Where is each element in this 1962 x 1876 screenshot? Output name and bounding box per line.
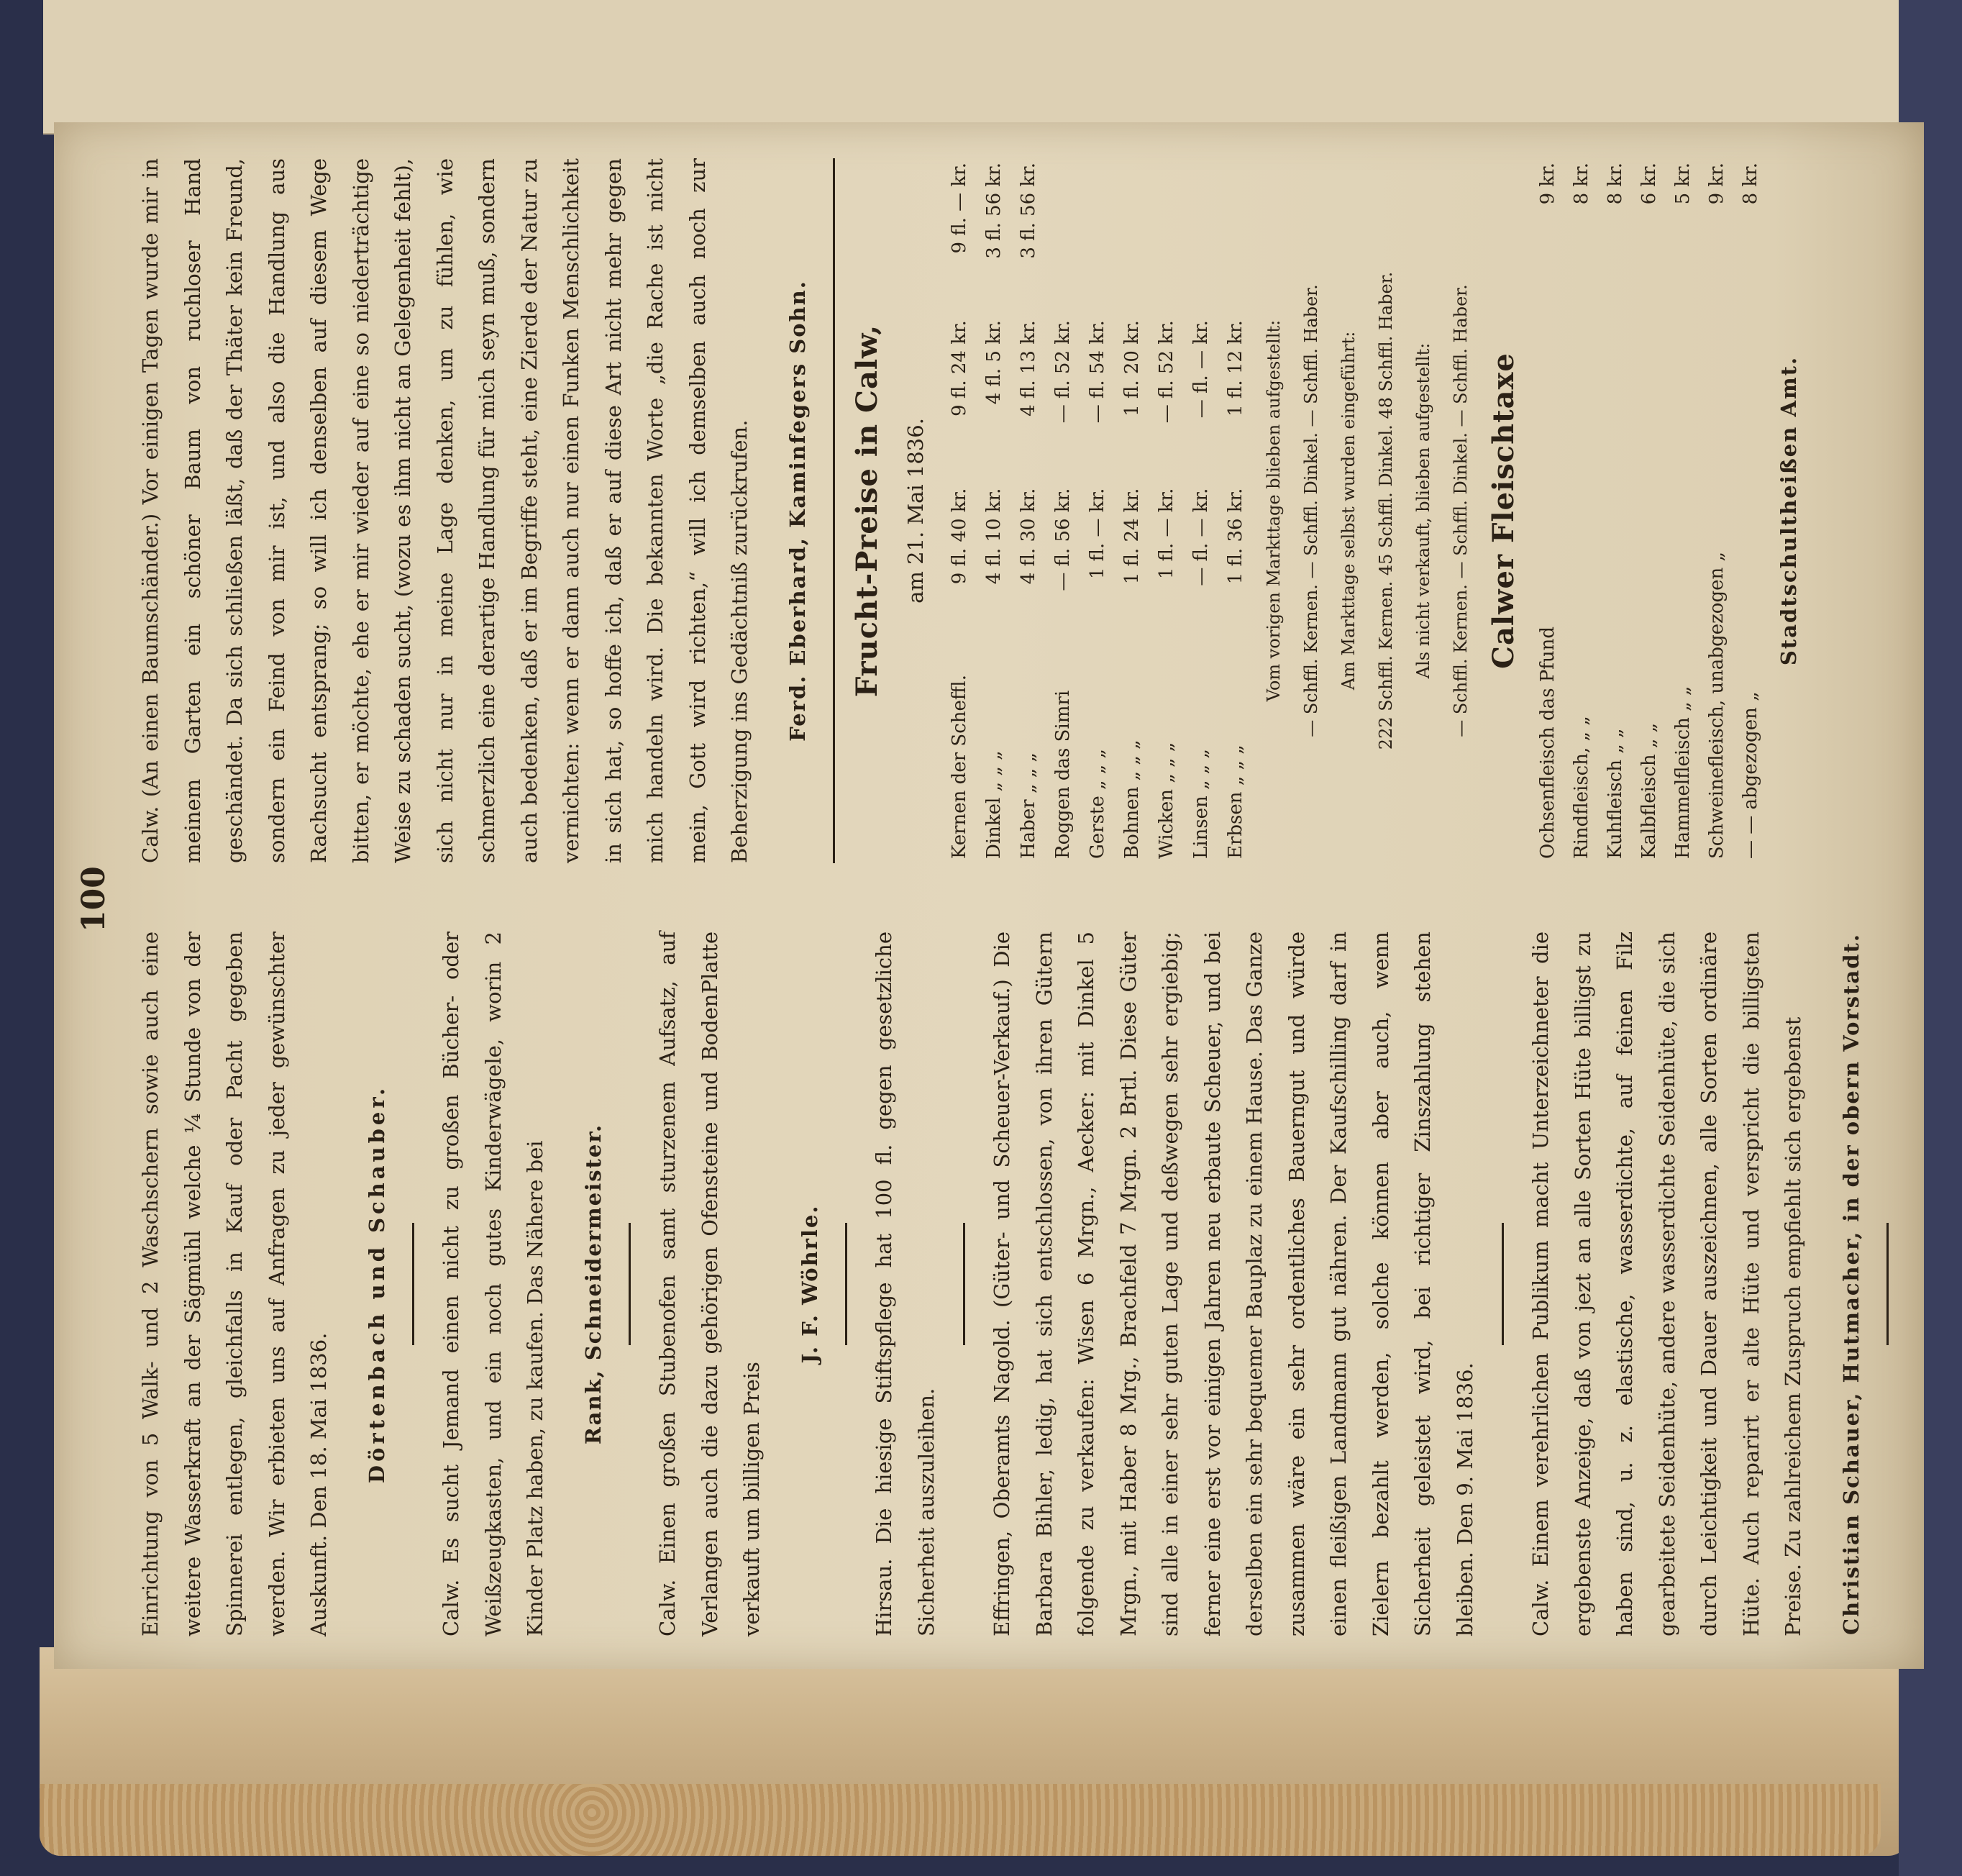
price-value: 9 fl. 40 kr. (949, 488, 970, 585)
meat-row (1599, 158, 1633, 863)
price-value: — fl. 52 kr. (1156, 320, 1177, 424)
price-row (942, 158, 977, 863)
price-value: 3 fl. 56 kr. (983, 163, 1005, 259)
meat-row (1700, 158, 1734, 863)
divider (412, 1223, 414, 1345)
signature-rank: Rank, Schneidermeister. (580, 1123, 606, 1445)
price-label: Roggen das Simri (1052, 690, 1074, 859)
price-value: — fl. 54 kr. (1087, 320, 1108, 424)
meat-row (1633, 158, 1666, 863)
meat-value: 8 kr. (1570, 163, 1592, 205)
meat-row (1531, 158, 1565, 863)
price-row (1046, 158, 1080, 863)
prices-note: 222 Schffl. Kernen. 45 Schffl. Dinkel. 48 Schffl. Haber. (1376, 271, 1396, 750)
price-label: Gerste „ „ „ (1087, 749, 1108, 859)
price-value (1115, 158, 1149, 316)
meat-row (1666, 158, 1700, 863)
left-column (129, 932, 1904, 1636)
price-label: Erbsen „ „ „ (1225, 745, 1246, 859)
notice-effringen: Effringen, Oberamts Nagold. (Güter- und Scheuer-Verkauf.) Die Barbara Bihler, ledig, hat sich entschlossen, von ihren Gütern folgende zu verkaufen: Wisen 6 Mrgn., Aecker: mit Dinkel 5 Mrgn., mit Haber 8 Mrg., Brachfeld 7 Mrgn. 2 Brtl. Diese Güter sind alle in einer sehr guten Lage und deßwegen sehr ergiebig; ferner eine erst vor einigen Jahren neu erbaute Scheuer, und bei derselben ein sehr bequemer Bauplaz zu einem Hause. Das Ganze zusammen wäre ein sehr ordentliches Bauerngut und würde einen fleißigen Landmann gut nähren. Der Kaufschilling darf in Zielern bezahlt werden, solche können aber auch, wenn Sicherheit geleistet wird, bei richtiger Zinszahlung stehen bleiben. Den 9. Mai 1836. (990, 932, 1477, 1636)
price-value: 1 fl. — kr. (1087, 488, 1108, 580)
prices-note: Als nicht verkauft, blieben aufgestellt: (1413, 342, 1433, 679)
price-value: — fl. 56 kr. (1052, 488, 1074, 591)
meat-value: 9 kr. (1536, 163, 1559, 205)
price-value: 9 fl. — kr. (949, 163, 970, 254)
divider (1886, 1223, 1889, 1345)
price-value: 1 fl. 20 kr. (1121, 320, 1143, 416)
meat-title: Calwer Fleischtaxe (1487, 352, 1520, 669)
newspaper-page (54, 122, 1924, 1669)
price-value (1184, 158, 1218, 316)
divider (845, 1223, 847, 1345)
divider (963, 1223, 965, 1345)
meat-price-table (1531, 158, 1768, 863)
price-value: 1 fl. 12 kr. (1225, 320, 1246, 416)
price-value (1149, 158, 1184, 316)
price-row (1184, 158, 1218, 863)
meat-row (1565, 158, 1599, 863)
price-row (1080, 158, 1115, 863)
price-row (1011, 158, 1046, 863)
notice-stubenofen: Calw. Einen großen Stubenofen samt sturzenem Aufsatz, auf Verlangen auch die dazu gehörigen Ofensteine und BodenPlatte verkauft um billigen Preis (655, 932, 764, 1636)
signature-eberhard: Ferd. Eberhard, Kaminfegers Sohn. (785, 280, 810, 742)
previous-page-edge (43, 0, 1927, 135)
meat-row (1734, 158, 1768, 863)
divider (833, 158, 835, 863)
meat-label: Schweinefleisch, unabgezogen „ (1705, 552, 1728, 859)
meat-label: Kuhfleisch „ „ (1604, 728, 1626, 859)
notice-baumschaender: Calw. (An einen Baumschänder.) Vor einigen Tagen wurde mir in meinem Garten ein schöner Baum von ruchloser Hand geschändet. Da sich schließen läßt, daß der Thäter kein Freund, sondern ein Feind von mir ist, und also die Handlung aus Rachsucht entsprang; so will ich denselben auf diesem Wege bitten, er möchte, ehe er mir wieder auf eine so niederträchtige Weise zu schaden sucht, (wozu es ihm nicht an Gelegenheit fehlt), sich nicht nur in meine Lage denken, um zu fühlen, wie schmerzlich eine derartige Handlung für mich seyn muß, sondern auch bedenken, daß er im Begriffe steht, eine Zierde der Natur zu vernichten: wenn er dann auch nur einen Funken Menschlichkeit in sich hat, so hoffe ich, daß er auf diese Art nicht mehr gegen mich handeln wird. Die bekannten Worte „die Rache ist nicht mein, Gott wird richten,“ will ich demselben auch noch zur Beherzigung ins Gedächtniß zurückrufen. (138, 158, 752, 863)
price-label: Kernen der Scheffl. (949, 675, 970, 859)
price-label: Wicken „ „ „ (1156, 742, 1177, 859)
price-value: — fl. — kr. (1190, 320, 1212, 419)
right-column (129, 158, 1824, 863)
meat-label: Kalbfleisch „ „ (1638, 722, 1660, 859)
marbled-edge (40, 1784, 1881, 1856)
price-row (977, 158, 1011, 863)
price-value: 4 fl. 10 kr. (983, 488, 1005, 585)
meat-value: 8 kr. (1604, 163, 1626, 205)
prices-note: Am Markttage selbst wurden eingeführt: (1338, 331, 1359, 691)
prices-note: Vom vorigen Markttage blieben aufgestellt: (1264, 319, 1284, 702)
meat-label: Ochsenfleisch das Pfund (1536, 626, 1559, 859)
rotated-page-content (61, 129, 1902, 1669)
price-value (1218, 158, 1253, 316)
prices-notes (1257, 158, 1477, 863)
price-row (1218, 158, 1253, 863)
divider (629, 1223, 631, 1345)
price-value (1080, 158, 1115, 316)
signature-doertenbach: Dörtenbach und Schauber. (364, 1084, 389, 1484)
signature-stadtschultheissen: Stadtschultheißen Amt. (1776, 355, 1801, 666)
meat-label: — — abgezogen „ (1739, 691, 1761, 859)
signature-schauer: Christian Schauer, Hutmacher, in der obern Vorstadt. (1838, 932, 1863, 1636)
notice-spinnerei: Einrichtung von 5 Walk- und 2 Waschschern sowie auch eine weitere Wasserkraft an der Sägmühl welche ¼ Stunde von der Spinnerei entlegen, gleichfalls in Kauf oder Pacht gegeben werden. Wir erbieten uns auf Anfragen zu jeder gewünschter Auskunft. Den 18. Mai 1836. (138, 932, 331, 1636)
price-value: 1 fl. 24 kr. (1121, 488, 1143, 585)
price-value (1046, 158, 1080, 316)
price-label: Dinkel „ „ „ (983, 750, 1005, 859)
meat-value: 6 kr. (1638, 163, 1660, 205)
meat-value: 8 kr. (1739, 163, 1761, 205)
notice-kasten: Calw. Es sucht Jemand einen nicht zu großen Bücher- oder Weißzeugkasten, und ein noch gutes Kinderwägele, worin 2 Kinder Platz haben, zu kaufen. Das Nähere bei (439, 932, 547, 1636)
fruit-price-table (942, 158, 1253, 863)
price-value: 1 fl. 36 kr. (1225, 488, 1246, 585)
prices-note: — Schffl. Kernen. — Schffl. Dinkel. — Schffl. Haber. (1451, 284, 1471, 737)
meat-value: 5 kr. (1671, 163, 1694, 205)
price-label: Haber „ „ „ (1018, 752, 1039, 859)
price-row (1115, 158, 1149, 863)
price-value: 1 fl. — kr. (1156, 488, 1177, 580)
price-value: — fl. 52 kr. (1052, 320, 1074, 424)
notice-hirsau: Hirsau. Die hiesige Stiftspflege hat 100 fl. gegen gesetzliche Sicherheit auszuleihen. (872, 932, 939, 1636)
price-label: Bohnen „ „ „ (1121, 739, 1143, 859)
prices-note: — Schffl. Kernen. — Schffl. Dinkel. — Schffl. Haber. (1301, 284, 1321, 737)
meat-label: Rindfleisch, „ „ (1570, 716, 1592, 859)
prices-date: am 21. Mai 1836. (903, 418, 928, 604)
price-label: Linsen „ „ „ (1190, 748, 1212, 859)
meat-label: Hammelfleisch „ „ (1671, 686, 1694, 859)
price-value: — fl. — kr. (1190, 488, 1212, 586)
price-value: 4 fl. 13 kr. (1018, 320, 1039, 416)
notice-hutmacher: Calw. Einem verehrlichen Publikum macht Unterzeichneter die ergebenste Anzeige, daß von jezt an alle Sorten Hüte billigst zu haben sind, u. z. elastische, wasserdichte, auf feinen Filz gearbeitete Seidenhüte, andere wasserdichte Seidenhüte, die sich durch Leichtigkeit und Dauer auszeichnen, alle Sorten ordinäre Hüte. Auch reparirt er alte Hüte und verspricht die billigsten Preise. Zu zahlreichem Zuspruch empfiehlt sich ergebenst (1528, 932, 1805, 1636)
price-value: 4 fl. 30 kr. (1018, 488, 1039, 585)
prices-title: Frucht-Preise in Calw, (850, 324, 884, 698)
price-value: 4 fl. 5 kr. (983, 320, 1005, 405)
price-row (1149, 158, 1184, 863)
page-number: 100 (76, 866, 112, 932)
price-value: 3 fl. 56 kr. (1018, 163, 1039, 259)
meat-value: 9 kr. (1705, 163, 1728, 205)
signature-woehrle: J. F. Wöhrle. (797, 1204, 822, 1364)
price-value: 9 fl. 24 kr. (949, 320, 970, 416)
divider (1502, 1223, 1504, 1345)
